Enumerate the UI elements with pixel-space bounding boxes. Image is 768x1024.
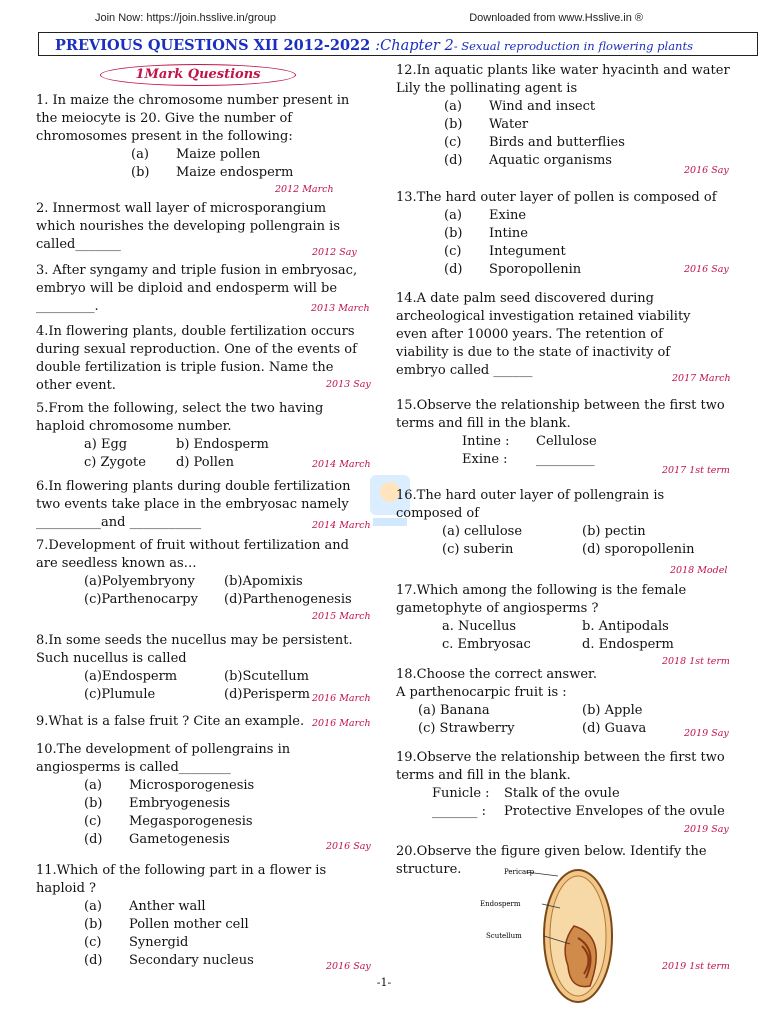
question-q-right-6 <box>396 582 736 654</box>
option-row <box>36 916 378 934</box>
exam-year-tag: 2014 March <box>312 520 371 531</box>
option-value: Aquatic organisms <box>489 153 612 168</box>
option-value: Stalk of the ovule <box>504 786 620 801</box>
exam-year-tag: 2018 Model <box>670 565 728 576</box>
question-q-right-3 <box>396 290 736 380</box>
option-label: (a)Endosperm <box>84 669 178 684</box>
question-q-right-5 <box>396 487 736 559</box>
option-value: Maize endosperm <box>176 165 294 180</box>
option-row <box>396 225 736 243</box>
question-text: 14.A date palm seed discovered during archeological investigation retained viability even after 10000 years. The retention of viability is due to the state of inactivity of embryo called ______ <box>396 291 691 378</box>
download-header <box>0 12 768 28</box>
option-value: d. Endosperm <box>582 637 674 652</box>
option-label: c. Embryosac <box>442 637 531 652</box>
option-row <box>396 618 736 636</box>
question-text: 20.Observe the figure given below. Identify the structure. <box>396 844 707 877</box>
option-label: (c)Parthenocarpy <box>84 592 198 607</box>
option-label: (d) <box>84 832 103 847</box>
question-q-right-4 <box>396 397 736 469</box>
question-q-right-1 <box>396 62 736 170</box>
option-value: Secondary nucleus <box>129 953 254 968</box>
option-row <box>396 116 736 134</box>
option-row <box>36 934 378 952</box>
option-label: (a) <box>84 899 102 914</box>
option-value: Megasporogenesis <box>129 814 253 829</box>
option-label: (a) cellulose <box>442 524 523 539</box>
option-row <box>396 523 736 541</box>
exam-year-tag: 2016 Say <box>326 841 371 852</box>
option-label: (b) <box>444 226 463 241</box>
option-label: (c) suberin <box>442 542 514 557</box>
option-value: _________ <box>536 452 595 467</box>
option-label: a. Nucellus <box>442 619 517 634</box>
option-value: (b) pectin <box>582 524 646 539</box>
option-value: Pollen mother cell <box>129 917 249 932</box>
option-value: b. Antipodals <box>582 619 669 634</box>
option-label: (d) <box>84 953 103 968</box>
option-value: Sporopollenin <box>489 262 582 277</box>
option-value: Wind and insect <box>489 99 596 114</box>
question-q1 <box>36 92 378 182</box>
question-text: 4.In flowering plants, double fertilization occurs during sexual reproduction. One of the events of double fertilization is triple fusion. Name the other event. <box>36 324 357 393</box>
option-value: b) Endosperm <box>176 437 269 452</box>
option-label: (d) <box>444 262 463 277</box>
exam-year-tag: 2017 March <box>672 373 731 384</box>
option-value: Synergid <box>129 935 189 950</box>
option-row <box>396 803 736 821</box>
option-label: (a) <box>84 778 102 793</box>
option-label: Exine : <box>462 452 508 467</box>
option-label: (a) <box>444 208 462 223</box>
option-label: (c) <box>444 244 462 259</box>
exam-year-tag: 2016 Say <box>684 264 729 275</box>
exam-year-tag: 2018 1st term <box>662 656 730 667</box>
option-label: (c)Plumule <box>84 687 156 702</box>
option-row <box>396 207 736 225</box>
option-row <box>396 433 736 451</box>
option-value: (b)Apomixis <box>224 574 303 589</box>
question-text: 18.Choose the correct answer. A parthenocarpic fruit is : <box>396 667 597 700</box>
question-q10 <box>36 741 378 849</box>
option-value: Anther wall <box>129 899 206 914</box>
option-label: (c) <box>444 135 462 150</box>
title-chapter: :Chapter 2 <box>375 38 454 54</box>
option-label: (c) <box>84 935 102 950</box>
question-text: 6.In flowering plants during double fertilization two events take place in the embryosac namely __________and ___________ <box>36 479 351 530</box>
question-text: 12.In aquatic plants like water hyacinth and water Lily the pollinating agent is <box>396 63 730 96</box>
option-value: Embryogenesis <box>129 796 231 811</box>
question-text: 16.The hard outer layer of pollengrain is composed of <box>396 488 665 521</box>
question-text: 9.What is a false fruit ? Cite an example. <box>36 714 305 729</box>
option-value: (b)Scutellum <box>224 669 309 684</box>
title-topic: - Sexual reproduction in flowering plants <box>453 39 693 53</box>
question-text: 11.Which of the following part in a flower is haploid ? <box>36 863 327 896</box>
exam-year-tag: 2013 March <box>311 303 370 314</box>
option-value: Protective Envelopes of the ovule <box>504 804 725 819</box>
option-row <box>36 591 378 609</box>
question-text: 17.Which among the following is the female gametophyte of angiosperms ? <box>396 583 687 616</box>
exam-year-tag: 2012 March <box>275 184 334 195</box>
question-text: 10.The development of pollengrains in angiosperms is called________ <box>36 742 291 775</box>
option-row <box>396 98 736 116</box>
option-row <box>36 898 378 916</box>
exam-year-tag: 2012 Say <box>312 247 357 258</box>
label-pericarp: Pericarp <box>504 868 535 876</box>
question-text: 8.In some seeds the nucellus may be persistent. Such nucellus is called <box>36 633 353 666</box>
question-text: 7.Development of fruit without fertilization and are seedless known as… <box>36 538 349 571</box>
option-label: (a)Polyembryony <box>84 574 195 589</box>
option-value: Maize pollen <box>176 147 261 162</box>
option-row <box>396 134 736 152</box>
option-label: Funicle : <box>432 786 490 801</box>
option-row <box>396 541 736 559</box>
option-label: (c) <box>84 814 102 829</box>
exam-year-tag: 2013 Say <box>326 379 371 390</box>
option-row <box>36 668 378 686</box>
option-label: (a) Banana <box>418 703 490 718</box>
option-label: (d) <box>444 153 463 168</box>
option-row <box>396 636 736 654</box>
question-q11 <box>36 862 378 970</box>
option-value: (b) Apple <box>582 703 643 718</box>
option-value: Exine <box>489 208 527 223</box>
question-q7 <box>36 537 378 609</box>
label-scutellum: Scutellum <box>486 932 522 940</box>
option-value: Intine <box>489 226 528 241</box>
join-link[interactable]: Join Now: https://join.hsslive.in/group <box>95 12 276 24</box>
question-text: 15.Observe the relationship between the first two terms and fill in the blank. <box>396 398 725 431</box>
page-title <box>38 32 758 56</box>
exam-year-tag: 2016 March <box>312 693 371 704</box>
option-value: Birds and butterflies <box>489 135 625 150</box>
option-row <box>396 243 736 261</box>
option-value: (d) Guava <box>582 721 647 736</box>
exam-year-tag: 2016 March <box>312 718 371 729</box>
option-value: (d)Parthenogenesis <box>224 592 352 607</box>
option-row <box>36 436 378 454</box>
exam-year-tag: 2017 1st term <box>662 465 730 476</box>
option-value: Microsporogenesis <box>129 778 255 793</box>
label-endosperm: Endosperm <box>480 900 521 908</box>
option-value: d) Pollen <box>176 455 234 470</box>
option-label: (c) Strawberry <box>418 721 515 736</box>
exam-year-tag: 2019 Say <box>684 824 729 835</box>
exam-year-tag: 2016 Say <box>326 961 371 972</box>
question-text: 2. Innermost wall layer of microsporangium which nourishes the developing pollengrain is called_______ <box>36 201 341 252</box>
page-number: -1- <box>376 976 392 989</box>
option-value: Water <box>489 117 529 132</box>
question-text: 3. After syngamy and triple fusion in embryosac, embryo will be diploid and endosperm will be _________. <box>36 263 358 314</box>
exam-year-tag: 2016 Say <box>684 165 729 176</box>
option-label: (b) <box>84 917 103 932</box>
exam-year-tag: 2014 March <box>312 459 371 470</box>
option-row <box>36 164 378 182</box>
option-value: Cellulose <box>536 434 597 449</box>
option-label: (b) <box>444 117 463 132</box>
option-label: _______ : <box>432 804 487 819</box>
question-text: 1. In maize the chromosome number present in the meiocyte is 20. Give the number of chromosomes present in the following: <box>36 93 350 144</box>
option-row <box>36 795 378 813</box>
exam-year-tag: 2015 March <box>312 611 371 622</box>
option-value: Gametogenesis <box>129 832 230 847</box>
option-label: (a) <box>444 99 462 114</box>
option-row <box>36 813 378 831</box>
option-row <box>36 146 378 164</box>
title-main: PREVIOUS QUESTIONS XII 2012-2022 <box>55 37 376 54</box>
option-row <box>36 573 378 591</box>
option-row <box>396 702 736 720</box>
option-row <box>396 785 736 803</box>
option-label: Intine : <box>462 434 510 449</box>
option-label: (a) <box>131 147 149 162</box>
option-value: Integument <box>489 244 566 259</box>
question-text: 19.Observe the relationship between the first two terms and fill in the blank. <box>396 750 725 783</box>
download-source[interactable]: Downloaded from www.Hsslive.in ® <box>469 12 643 24</box>
option-label: (b) <box>84 796 103 811</box>
question-q-right-8 <box>396 749 736 821</box>
question-text: 13.The hard outer layer of pollen is composed of <box>396 190 717 205</box>
option-label: (b) <box>131 165 150 180</box>
option-value: (d)Perisperm <box>224 687 310 702</box>
exam-year-tag: 2019 1st term <box>662 961 730 972</box>
section-label: 1Mark Questions <box>100 64 296 86</box>
exam-year-tag: 2019 Say <box>684 728 729 739</box>
option-label: a) Egg <box>84 437 128 452</box>
option-value: (d) sporopollenin <box>582 542 695 557</box>
question-text: 5.From the following, select the two having haploid chromosome number. <box>36 401 324 434</box>
option-label: c) Zygote <box>84 455 146 470</box>
option-row <box>36 777 378 795</box>
